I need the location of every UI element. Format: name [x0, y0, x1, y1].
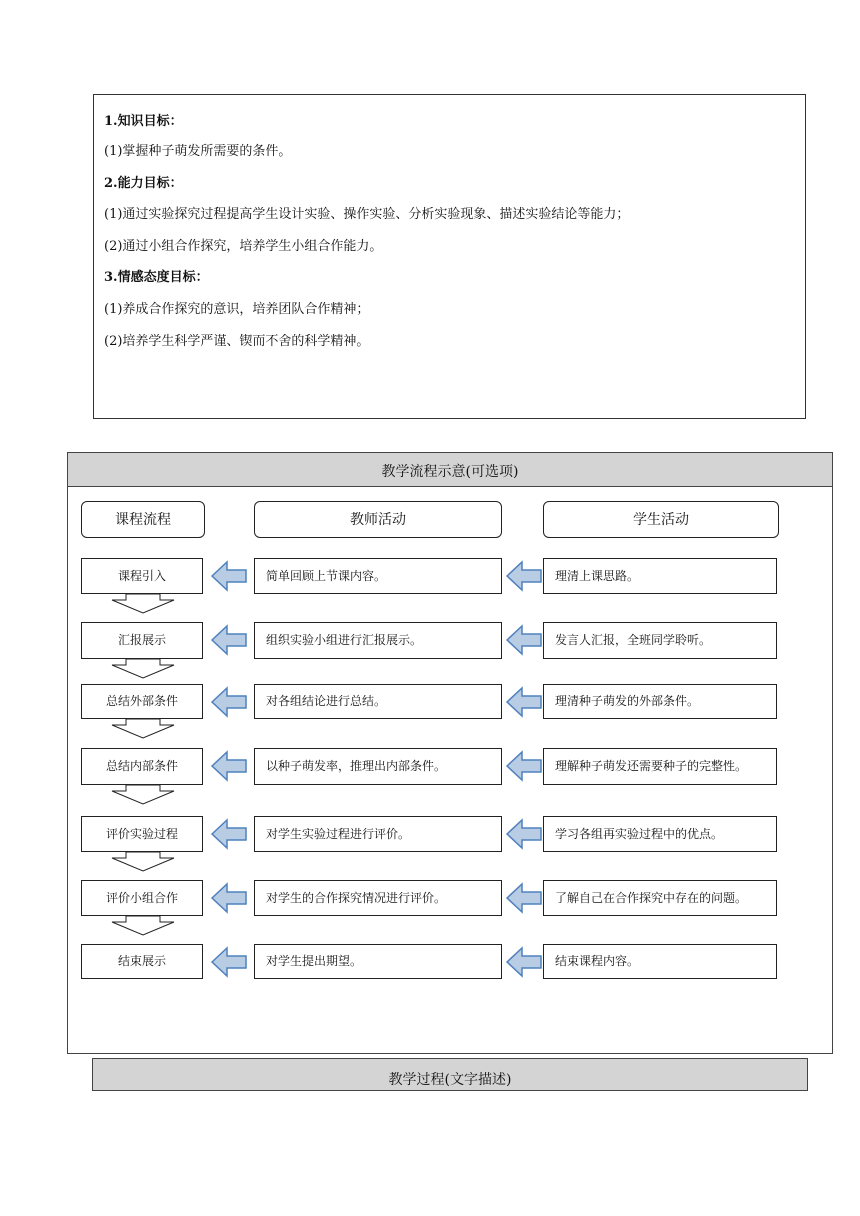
objective-heading-emotion: 3.情感态度目标：: [104, 270, 209, 285]
teaching-objectives-box: [93, 94, 806, 419]
student-activity-box: 理清上课思路。: [543, 558, 777, 594]
course-step-box: 结束展示: [81, 944, 203, 979]
objective-item: (1)掌握种子萌发所需要的条件。: [104, 144, 292, 159]
down-arrow-icon: [108, 915, 178, 937]
student-activity-box: 发言人汇报，全班同学聆听。: [543, 622, 777, 659]
down-arrow-icon: [108, 784, 178, 806]
flow-title: 教学流程示意(可选项): [68, 453, 832, 487]
left-arrow-icon: [210, 624, 248, 656]
teacher-activity-box: 对各组结论进行总结。: [254, 684, 502, 719]
objective-heading-knowledge: 1.知识目标：: [104, 114, 183, 129]
left-arrow-icon: [210, 560, 248, 592]
objective-item: (2)培养学生科学严谨、锲而不舍的科学精神。: [104, 334, 370, 349]
teacher-activity-box: 简单回顾上节课内容。: [254, 558, 502, 594]
course-step-box: 课程引入: [81, 558, 203, 594]
left-arrow-icon: [210, 946, 248, 978]
student-activity-box: 了解自己在合作探究中存在的问题。: [543, 880, 777, 916]
left-arrow-icon: [505, 560, 543, 592]
course-step-box: 总结外部条件: [81, 684, 203, 719]
left-arrow-icon: [210, 686, 248, 718]
objective-heading-ability: 2.能力目标：: [104, 176, 183, 191]
down-arrow-icon: [108, 851, 178, 873]
column-header-course: 课程流程: [81, 501, 205, 538]
teacher-activity-box: 组织实验小组进行汇报展示。: [254, 622, 502, 659]
left-arrow-icon: [505, 624, 543, 656]
down-arrow-icon: [108, 718, 178, 740]
teacher-activity-box: 对学生实验过程进行评价。: [254, 816, 502, 852]
student-activity-box: 理解种子萌发还需要种子的完整性。: [543, 748, 777, 785]
objective-item: (2)通过小组合作探究，培养学生小组合作能力。: [104, 239, 383, 254]
left-arrow-icon: [505, 750, 543, 782]
left-arrow-icon: [505, 946, 543, 978]
objective-item: (1)养成合作探究的意识，培养团队合作精神；: [104, 302, 370, 317]
left-arrow-icon: [505, 882, 543, 914]
course-step-box: 评价小组合作: [81, 880, 203, 916]
left-arrow-icon: [505, 818, 543, 850]
down-arrow-icon: [108, 658, 178, 680]
teaching-flow-panel: [67, 452, 833, 1054]
left-arrow-icon: [210, 882, 248, 914]
column-header-student: 学生活动: [543, 501, 779, 538]
down-arrow-icon: [108, 593, 178, 615]
teacher-activity-box: 以种子萌发率，推理出内部条件。: [254, 748, 502, 785]
student-activity-box: 学习各组再实验过程中的优点。: [543, 816, 777, 852]
student-activity-box: 结束课程内容。: [543, 944, 777, 979]
student-activity-box: 理清种子萌发的外部条件。: [543, 684, 777, 719]
course-step-box: 评价实验过程: [81, 816, 203, 852]
left-arrow-icon: [505, 686, 543, 718]
column-header-teacher: 教师活动: [254, 501, 502, 538]
course-step-box: 总结内部条件: [81, 748, 203, 785]
process-description-title: 教学过程(文字描述): [92, 1058, 808, 1091]
left-arrow-icon: [210, 818, 248, 850]
teacher-activity-box: 对学生提出期望。: [254, 944, 502, 979]
left-arrow-icon: [210, 750, 248, 782]
course-step-box: 汇报展示: [81, 622, 203, 659]
objective-item: (1)通过实验探究过程提高学生设计实验、操作实验、分析实验现象、描述实验结论等能力；: [104, 207, 630, 222]
teacher-activity-box: 对学生的合作探究情况进行评价。: [254, 880, 502, 916]
